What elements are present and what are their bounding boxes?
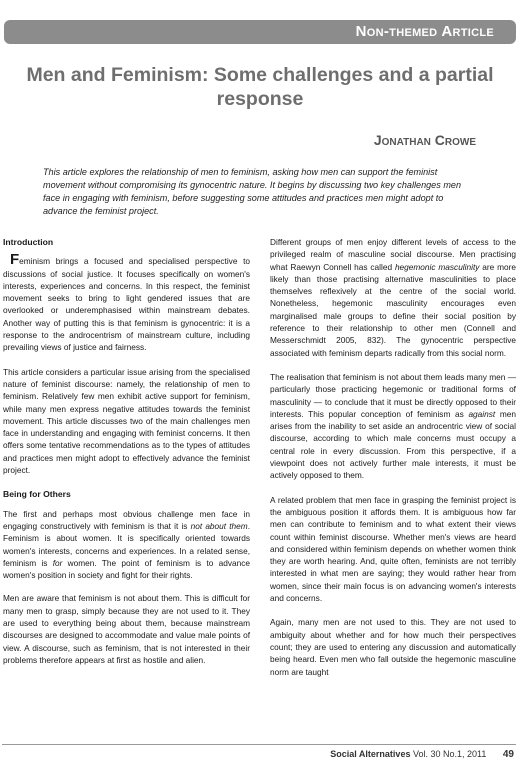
journal-name: Social Alternatives bbox=[330, 749, 411, 759]
emphasis: against bbox=[468, 408, 496, 419]
article-type-banner: Non-themed Article bbox=[4, 20, 516, 44]
right-column bbox=[270, 236, 516, 690]
article-title: Men and Feminism: Some challenges and a partial response bbox=[26, 64, 494, 110]
paragraph-text: The realisation that feminism is not about them leads many men — particularly those practicing hegemonic or traditional forms of masculinity — to conclude that it must be directly opposed to their interests. This popular conception of feminism as bbox=[270, 371, 516, 419]
paragraph: This article considers a particular issue arising from the specialised nature of feminist discourse: namely, the relationship of men to feminism. Relatively few men exhibit active support for feminism, while many men express negative attitudes towards the feminist movement. This article discusses two of the main challenges men face in understanding and engaging with feminist concerns. It then offers some tentative recommendations as to the types of attitudes and practices men might adopt to effectively advance the feminist project. bbox=[3, 366, 250, 476]
journal-volume: Vol. 30 No.1, 2011 bbox=[412, 749, 487, 759]
abstract: This article explores the relationship of men to feminism, asking how men can support the feminist movement without compromising its gynocentric nature. It begins by discussing two key challenges men face in engaging with feminism, before suggesting some attitudes and practices men might adopt to advance the feminist project. bbox=[43, 167, 462, 216]
paragraph bbox=[270, 236, 516, 359]
paragraph-text: are more likely than those practising alternative masculinities to place themselves reflexively at the centre of the social world. Nonetheless, hegemonic masculinity encourages even marginalised male groups to define their social position by reference to their relationship to other men (Connell and Messerschmidt 2005, 832). The gynocentric perspective associated with feminism departs radically from this social norm. bbox=[270, 261, 517, 358]
author-name: Jonathan Crowe bbox=[373, 132, 476, 148]
emphasis: for bbox=[52, 557, 63, 568]
section-heading-introduction: Introduction bbox=[3, 237, 54, 247]
paragraph: Men are aware that feminism is not about them. This is difficult for many men to grasp, simply because they are not used to it. They are used to everything being about them, because mainstream discourses are designed to accommodate and value male points of view. A discourse, such as feminism, that is not interested in their problems therefore appears at first as hostile and alien. bbox=[3, 593, 250, 665]
page-footer bbox=[330, 749, 514, 760]
paragraph-text: The first and perhaps most obvious challenge men face in engaging constructively with feminism is that it is bbox=[3, 508, 250, 531]
paragraph-text: . Feminism is about women. It is specifically oriented towards women's interests, concerns and experiences. In a related sense, feminism is bbox=[3, 520, 251, 568]
paragraph: Again, many men are not used to this. They are not used to ambiguity about whether and for how much their perspectives count; they are used to entering any discussion and automatically being heard. Even men who fall outside the hegemonic masculine norm are taught bbox=[270, 617, 516, 677]
section-heading-being-for-others: Being for Others bbox=[3, 489, 71, 500]
left-column bbox=[3, 236, 250, 678]
paragraph-text: men arises from the inability to set aside an androcentric view of social discourse, according to which male concerns must occupy a central role in every discussion. From this perspective, if a viewpoint does not actively further male interests, it must be actively opposed to them. bbox=[270, 408, 516, 481]
footer-divider bbox=[2, 744, 516, 745]
paragraph: A related problem that men face in grasping the feminist project is the ambiguous position it affords them. It is ambiguous how far men can contribute to feminism and to what extent their views count within feminist discourse. Whether men's views are heard and considered within feminism depends on whether women think they are worth hearing. And, quite often, feminists are not terribly interested in what men are saying; they would rather hear from women, since their main focus is on advancing women's interests and concerns. bbox=[270, 494, 516, 604]
drop-cap: F bbox=[10, 251, 20, 269]
paragraph-text: Different groups of men enjoy different levels of access to the privileged realm of masculine social discourse. Men practising what Raewyn Connell has called bbox=[270, 237, 516, 272]
page-number: 49 bbox=[502, 749, 514, 760]
paragraph-text: women. The point of feminism is to advance women's position in society and fight for their rights. bbox=[3, 557, 250, 581]
emphasis: hegemonic masculinity bbox=[394, 261, 480, 272]
paragraph-text: eminism brings a focused and specialised perspective to discussions of social justice. It focuses specifically on women's interests, experiences and concerns. In this respect, the feminist movement seeks to bring to light gendered issues that are overlooked or underemphasised within mainstream debates. Another way of putting this is that feminism is gynocentric: it is a response to the androcentrism of mainstream culture, including prevailing views of justice and fairness. bbox=[3, 256, 250, 353]
paragraph bbox=[3, 251, 250, 353]
paragraph bbox=[3, 508, 250, 582]
paragraph bbox=[270, 371, 516, 482]
emphasis: not about them bbox=[190, 520, 248, 531]
